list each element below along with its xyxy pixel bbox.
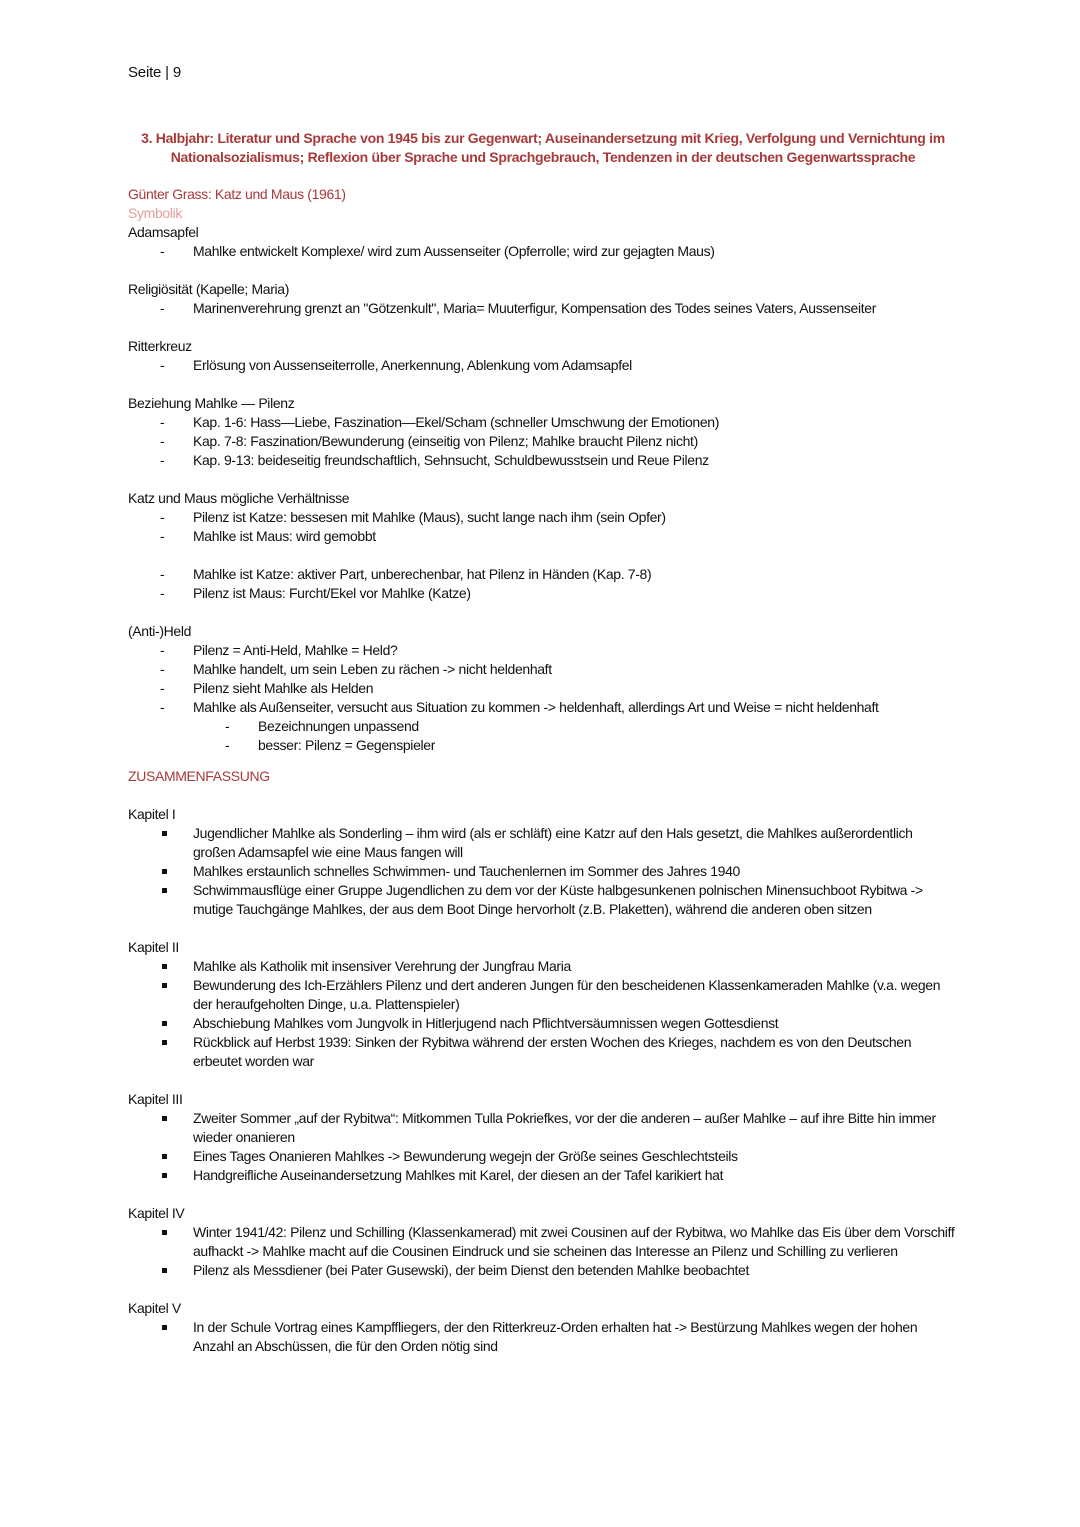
- list-item: - Kap. 1-6: Hass—Liebe, Faszination—Ekel/Scham (schneller Umschwung der Emotionen): [128, 413, 958, 432]
- document-content: [128, 185, 958, 1356]
- list-item: - Pilenz sieht Mahlke als Helden: [128, 679, 958, 698]
- list-item: Jugendlicher Mahlke als Sonderling – ihm wird (als er schläft) eine Katzr auf den Hals gesetzt, die Mahlkes außerordentlich großen Adamsapfel wie eine Maus fangen will: [128, 824, 958, 862]
- chapter-title: Kapitel IV: [128, 1205, 185, 1221]
- section-title: Ritterkreuz: [128, 338, 192, 354]
- section-title: Beziehung Mahlke — Pilenz: [128, 395, 295, 411]
- list-item: - Pilenz ist Katze: bessesen mit Mahlke (Maus), sucht lange nach ihm (sein Opfer): [128, 508, 958, 527]
- section-heading: [128, 129, 958, 167]
- list-item: - Mahlke als Außenseiter, versucht aus Situation zu kommen -> heldenhaft, allerdings Art und Weise = nicht heldenhaft: [128, 698, 958, 717]
- list-item: - Mahlke ist Maus: wird gemobbt: [128, 527, 958, 546]
- list-item: Pilenz als Messdiener (bei Pater Gusewski), der beim Dienst den betenden Mahlke beobachtet: [128, 1261, 958, 1280]
- chapter-3: [128, 1090, 958, 1185]
- list-item: Rückblick auf Herbst 1939: Sinken der Rybitwa während der ersten Wochen des Krieges, nachdem es von den Deutschen erbeutet worden war: [128, 1033, 958, 1071]
- list-item: - Marinenverehrung grenzt an "Götzenkult", Maria= Muuterfigur, Kompensation des Todes seines Vaters, Aussenseiter: [128, 299, 958, 318]
- section-adamsapfel: [128, 223, 958, 261]
- list-item: Handgreifliche Auseinandersetzung Mahlkes mit Karel, der diesen an der Tafel karikiert hat: [128, 1166, 958, 1185]
- work-title: Günter Grass: Katz und Maus (1961): [128, 186, 346, 202]
- list-item: Mahlkes erstaunlich schnelles Schwimmen- und Tauchenlernen im Sommer des Jahres 1940: [128, 862, 958, 881]
- section-antiheld: [128, 622, 958, 755]
- list-item: - Pilenz = Anti-Held, Mahlke = Held?: [128, 641, 958, 660]
- chapter-4: [128, 1204, 958, 1280]
- section-title: (Anti-)Held: [128, 623, 192, 639]
- list-item: - Mahlke ist Katze: aktiver Part, unberechenbar, hat Pilenz in Händen (Kap. 7-8): [128, 565, 958, 584]
- list-item: Mahlke als Katholik mit insensiver Verehrung der Jungfrau Maria: [128, 957, 958, 976]
- heading-line-1: 3. Halbjahr: Literatur und Sprache von 1945 bis zur Gegenwart; Auseinandersetzung mit Krieg, Verfolgung und Vernichtung im: [141, 130, 945, 146]
- chapter-1: [128, 805, 958, 919]
- list-item: Eines Tages Onanieren Mahlkes -> Bewunderung wegejn der Größe seines Geschlechtsteils: [128, 1147, 958, 1166]
- list-item: Schwimmausflüge einer Gruppe Jugendlichen zu dem vor der Küste halbgesunkenen polnischen Minensuchboot Rybitwa -> mutige Tauchgänge Mahlkes, der aus dem Boot Dinge hervorholt (z.B. Plaketten), während die anderen oben sitzen: [128, 881, 958, 919]
- list-item: Winter 1941/42: Pilenz und Schilling (Klassenkamerad) mit zwei Cousinen auf der Rybitwa, wo Mahlke das Eis über dem Vorschiff aufhackt -> Mahlke macht auf die Cousinen Eindruck und sie scheinen das Interesse an Pilenz und Schilling zu verlieren: [128, 1223, 958, 1261]
- chapter-title: Kapitel I: [128, 806, 176, 822]
- list-item: Zweiter Sommer „auf der Rybitwa“: Mitkommen Tulla Pokriefkes, vor der die anderen – außer Mahlke – auf ihre Bitte hin immer wieder onanieren: [128, 1109, 958, 1147]
- chapter-title: Kapitel III: [128, 1091, 183, 1107]
- sub-list-item: - Bezeichnungen unpassend: [128, 717, 958, 736]
- section-title: Katz und Maus mögliche Verhältnisse: [128, 490, 350, 506]
- section-ritterkreuz: [128, 337, 958, 375]
- symbolik-label: Symbolik: [128, 205, 182, 221]
- chapter-title: Kapitel II: [128, 939, 179, 955]
- section-katz-und-maus: [128, 489, 958, 603]
- list-item: - Pilenz ist Maus: Furcht/Ekel vor Mahlke (Katze): [128, 584, 958, 603]
- page-number: Seite | 9: [128, 64, 181, 81]
- list-item: - Mahlke handelt, um sein Leben zu rächen -> nicht heldenhaft: [128, 660, 958, 679]
- section-religiositaet: [128, 280, 958, 318]
- list-item: Bewunderung des Ich-Erzählers Pilenz und dert anderen Jungen für den bescheidenen Klassenkameraden Mahlke (v.a. wegen der heraufgeholten Dinge, u.a. Plattenspieler): [128, 976, 958, 1014]
- list-item: - Erlösung von Aussenseiterrolle, Anerkennung, Ablenkung vom Adamsapfel: [128, 356, 958, 375]
- summary-heading: ZUSAMMENFASSUNG: [128, 768, 270, 784]
- section-title: Religiösität (Kapelle; Maria): [128, 281, 290, 297]
- list-item: - Kap. 7-8: Faszination/Bewunderung (einseitig von Pilenz; Mahlke braucht Pilenz nicht): [128, 432, 958, 451]
- chapter-title: Kapitel V: [128, 1300, 181, 1316]
- list-item: Abschiebung Mahlkes vom Jungvolk in Hitlerjugend nach Pflichtversäumnissen wegen Gottesdienst: [128, 1014, 958, 1033]
- section-beziehung: [128, 394, 958, 470]
- chapter-2: [128, 938, 958, 1071]
- chapter-5: [128, 1299, 958, 1356]
- sub-list-item: - besser: Pilenz = Gegenspieler: [128, 736, 958, 755]
- list-item: - Mahlke entwickelt Komplexe/ wird zum Aussenseiter (Opferrolle; wird zur gejagten Maus): [128, 242, 958, 261]
- list-item: In der Schule Vortrag eines Kampffliegers, der den Ritterkreuz-Orden erhalten hat -> Bestürzung Mahlkes wegen der hohen Anzahl an Abschüssen, die für den Orden nötig sind: [128, 1318, 958, 1356]
- heading-line-2: Nationalsozialismus; Reflexion über Sprache und Sprachgebrauch, Tendenzen in der deutschen Gegenwartssprache: [170, 149, 916, 165]
- list-item: - Kap. 9-13: beideseitig freundschaftlich, Sehnsucht, Schuldbewusstsein und Reue Pilenz: [128, 451, 958, 470]
- section-title: Adamsapfel: [128, 224, 199, 240]
